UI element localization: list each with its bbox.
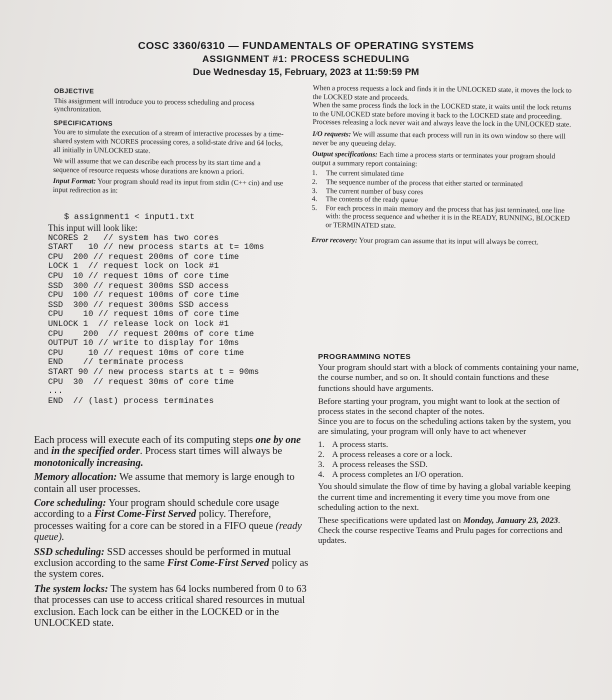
input-format-paragraph bbox=[53, 177, 285, 197]
memory-label: Memory allocation: bbox=[34, 472, 117, 484]
list-item bbox=[318, 439, 580, 449]
list-number: 5. bbox=[311, 203, 318, 212]
lock-paragraph-3: Processes releasing a lock never wait and always leave the lock in the UNLOCKED state. bbox=[312, 118, 572, 130]
example-intro: This input will look like: bbox=[48, 222, 138, 233]
right-column-top bbox=[311, 84, 573, 247]
code-line: END // (last) process terminates bbox=[48, 395, 214, 406]
code-example bbox=[48, 213, 308, 406]
programming-notes-heading: PROGRAMMING NOTES bbox=[318, 352, 411, 361]
due-date: Due Wednesday 15, February, 2023 at 11:59:59 PM bbox=[192, 67, 420, 78]
lock-paragraph-2: When the same process finds the lock in the LOCKED state, it waits until the lock returns to the UNLOCKED state before moving it back to the LOCKED state and proceeding. bbox=[312, 101, 572, 121]
objective-text: This assignment will introduce you to process scheduling and process synchronization. bbox=[53, 96, 255, 114]
notes-paragraph-5 bbox=[318, 515, 580, 546]
ssd-scheduling-label: SSD scheduling: bbox=[34, 546, 105, 558]
scheduling-actions-list bbox=[318, 439, 580, 480]
code-line: CPU 10 // request 10ms of core time bbox=[48, 347, 245, 358]
list-item bbox=[318, 459, 580, 469]
text-run-emphasis: monotonically increasing. bbox=[34, 457, 144, 469]
spec-paragraph-1: You are to simulate the execution of a stream of interactive processes by a time-shared system with NCORES processing cores, a solid-state drive and 64 locks, all initially in UNLOCKED state. bbox=[53, 128, 284, 155]
io-paragraph bbox=[312, 130, 572, 150]
lock-paragraph-1: When a process requests a lock and finds it in the UNLOCKED state, it moves the lock to the LOCKED state and proceeds. bbox=[312, 84, 572, 102]
list-text: A process releases the SSD. bbox=[332, 459, 428, 470]
list-text: A process starts. bbox=[332, 438, 389, 449]
system-locks-text: The system has 64 locks numbered from 0 to 63 that processes can use to access critical shared resources in mutual exclusion. Each lock can be either in the LOCKED or in the UNLOCKED state. bbox=[34, 583, 307, 630]
text-run-italic: (ready queue). bbox=[34, 520, 302, 544]
io-text: We will assume that each process will run in its own window so there will never be any queueing delay. bbox=[312, 130, 566, 148]
code-line: UNLOCK 1 // release lock on lock #1 bbox=[48, 318, 229, 329]
left-column-top bbox=[53, 88, 286, 197]
update-date: Monday, January 23, 2023 bbox=[463, 515, 559, 526]
code-line: OUTPUT 10 // write to display for 10ms bbox=[48, 338, 239, 349]
code-line: SSD 300 // request 300ms SSD access bbox=[48, 280, 229, 291]
right-column-bottom bbox=[318, 352, 580, 546]
course-title: COSC 3360/6310 — FUNDAMENTALS OF OPERATING SYSTEMS bbox=[137, 40, 475, 52]
text-run-emphasis: one by one bbox=[255, 435, 301, 446]
error-recovery-text: Your program can assume that its input will always be correct. bbox=[357, 235, 539, 246]
text-run: . Process start times will always be bbox=[139, 446, 283, 458]
list-text: The current simulated time bbox=[326, 169, 404, 179]
list-number: 1. bbox=[312, 169, 318, 178]
text-run: Your program should schedule core usage according to a bbox=[34, 498, 280, 521]
code-line: LOCK 1 // request lock on lock #1 bbox=[48, 261, 219, 272]
code-line: SSD 300 // request 300ms SSD access bbox=[48, 299, 229, 310]
output-paragraph bbox=[312, 150, 572, 170]
output-label: Output specifications: bbox=[312, 150, 378, 159]
code-listing bbox=[48, 234, 308, 407]
left-column-bottom bbox=[34, 435, 310, 630]
notes-paragraph-4: You should simulate the flow of time by having a global variable keeping the current time and incrementing it every time you move from one scheduling action to the next. bbox=[318, 481, 571, 512]
ssd-scheduling-paragraph bbox=[34, 547, 310, 581]
spec-paragraph-2: We will assume that we can describe each process by its start time and a sequence of resource requests whose durations are known a priori. bbox=[53, 157, 261, 176]
text-run-emphasis: in the specified order bbox=[51, 446, 140, 458]
text-run: and bbox=[34, 446, 52, 458]
memory-text: We assume that memory is large enough to contain all user processes. bbox=[34, 472, 295, 495]
execution-order-paragraph bbox=[34, 435, 310, 469]
text-run: SSD accesses should be performed in mutual exclusion according to the same bbox=[34, 546, 291, 570]
list-number: 1. bbox=[318, 438, 325, 449]
list-number: 2. bbox=[311, 177, 318, 186]
error-recovery-paragraph bbox=[311, 235, 571, 246]
input-format-text: Your program should read its input from stdin (C++ cin) and use input redirection as in: bbox=[52, 177, 284, 195]
system-locks-paragraph bbox=[34, 584, 310, 630]
code-line: CPU 200 // request 200ms of core time bbox=[48, 251, 239, 262]
code-line: CPU 30 // request 30ms of core time bbox=[48, 376, 234, 387]
list-item bbox=[318, 469, 580, 479]
code-line: ... bbox=[48, 386, 64, 397]
core-scheduling-paragraph bbox=[34, 498, 310, 544]
io-label: I/O requests: bbox=[312, 129, 352, 139]
core-scheduling-label: Core scheduling: bbox=[34, 498, 107, 510]
text-run-emphasis: First Come-First Served bbox=[167, 558, 270, 570]
specifications-heading: SPECIFICATIONS bbox=[53, 119, 113, 128]
objective-heading: OBJECTIVE bbox=[53, 88, 95, 96]
text-run-emphasis: First Come-First Served bbox=[94, 509, 197, 521]
notes-paragraph-2: Before starting your program, you might want to look at the section of process states in the second chapter of the notes. bbox=[318, 395, 560, 417]
list-text: A process completes an I/O operation. bbox=[332, 469, 464, 480]
list-text: A process releases a core or a lock. bbox=[332, 448, 453, 459]
text-run: These specifications were updated last on bbox=[318, 515, 464, 526]
text-run: Each process will execute each of its computing steps bbox=[34, 435, 256, 446]
list-number: 2. bbox=[318, 448, 325, 459]
list-number: 4. bbox=[318, 469, 325, 480]
code-line: START 90 // new process starts at t = 90ms bbox=[48, 366, 260, 377]
code-line: CPU 100 // request 100ms of core time bbox=[48, 290, 239, 301]
code-line: CPU 10 // request 10ms of core time bbox=[48, 309, 239, 320]
text-run: policy. Therefore, processes waiting for a core can be stored in a FIFO queue bbox=[34, 509, 276, 532]
list-number: 3. bbox=[318, 459, 325, 470]
code-line: NCORES 2 // system has two cores bbox=[48, 232, 219, 243]
output-text: Each time a process starts or terminates your program should output a summary report containing: bbox=[312, 150, 556, 168]
list-text: The current number of busy cores bbox=[325, 186, 424, 196]
code-line: END // terminate process bbox=[48, 357, 184, 368]
assignment-title: ASSIGNMENT #1: PROCESS SCHEDULING bbox=[202, 54, 410, 65]
command-line: $ assignment1 < input1.txt bbox=[64, 212, 195, 222]
list-item bbox=[318, 449, 580, 459]
input-format-label: Input Format: bbox=[52, 177, 97, 186]
notes-paragraph-3: Since you are to focus on the scheduling actions taken by the system, you are simulating, your program will only have to act whenever bbox=[318, 416, 571, 437]
code-line: START 10 // new process starts at t= 10ms bbox=[48, 242, 265, 253]
text-run: policy as the system cores. bbox=[34, 558, 309, 581]
error-recovery-label: Error recovery: bbox=[311, 235, 358, 244]
report-items-list bbox=[311, 169, 572, 232]
list-item bbox=[311, 204, 571, 233]
code-line: CPU 200 // request 200ms of core time bbox=[48, 328, 255, 339]
list-text: The contents of the ready queue bbox=[325, 195, 418, 205]
list-text: For each process in main memory and the process that has just terminated, one line with: the process sequence and whether it is in the READY, RUNNING, BLOCKED or TERMINATED state. bbox=[325, 203, 570, 230]
code-line: CPU 10 // request 10ms of core time bbox=[48, 270, 229, 281]
text-run: . Check the course respective Teams and Prulu pages for corrections and updates. bbox=[318, 515, 563, 546]
list-number: 3. bbox=[311, 186, 318, 195]
list-number: 4. bbox=[311, 195, 318, 204]
memory-paragraph bbox=[34, 472, 310, 495]
notes-paragraph-1: Your program should start with a block of comments containing your name, the course number, and so on. It should contain functions and these functions should have arguments. bbox=[318, 362, 579, 393]
list-text: The sequence number of the process that either started or terminated bbox=[325, 178, 523, 189]
system-locks-label: The system locks: bbox=[34, 583, 109, 595]
